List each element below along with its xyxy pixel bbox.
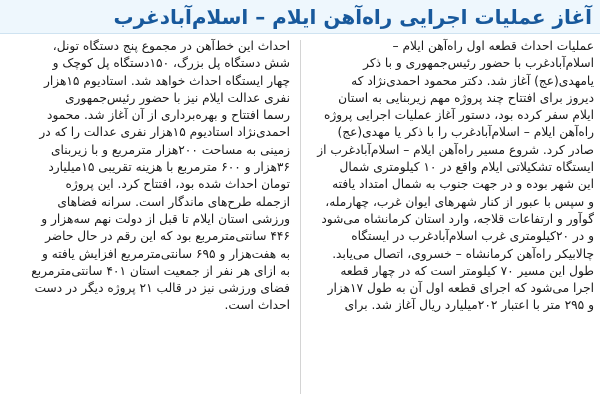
- text-line: دیروز برای افتتاح چند پروژه مهم زیربنایی به استان: [338, 90, 594, 105]
- text-line: این شهر بوده و در جهت جنوب به شمال امتداد یافته: [332, 177, 594, 192]
- text-line: ورزشی استان ایلام تا قبل از دولت نهم سه‌هزار و: [41, 211, 290, 226]
- text-line: ایستگاه تشکیلاتی ایلام واقع در ۱۰ کیلومتری شمال: [339, 160, 594, 175]
- article-column-right: [304, 38, 594, 398]
- text-line: یامهدی(عج) آغاز شد. دکتر محمود احمدی‌نژاد که: [351, 73, 594, 88]
- text-line: اسلام‌آبادغرب با حضور رئیس‌جمهوری و با ذکر: [363, 56, 594, 71]
- text-line: تومان احداث شده بود، افتتاح کرد. این پروژه: [65, 177, 290, 192]
- text-line: طول این مسیر ۷۰ کیلومتر است که در چهار قطعه: [340, 263, 594, 278]
- text-line: گوآور و ارتفاعات قلاجه، وارد استان کرمانشاه می‌شود: [321, 211, 594, 226]
- column-divider: [300, 40, 301, 394]
- text-line: احداث این خط‌آهن در مجموع پنج دستگاه تونل،: [52, 39, 290, 53]
- text-line: ۳۶هزار و ۶۰۰ مترمربع با هزینه تقریبی ۱۵میلیارد: [48, 160, 290, 175]
- article-column-left: [6, 38, 290, 398]
- text-line: زمینی به مساحت ۲۰۰هزار مترمربع و با زیربنای: [50, 142, 290, 157]
- text-line: شش دستگاه پل بزرگ، ۱۵۰دستگاه پل کوچک و: [52, 56, 290, 71]
- text-line: نفری عدالت ایلام نیز با حضور رئیس‌جمهوری: [65, 90, 290, 105]
- text-line: چهار ایستگاه احداث خواهد شد. استادیوم ۱۵هزار: [43, 73, 290, 88]
- text-line: چالابیکر راه‌آهن کرمانشاه – خسروی، اتصال می‌یابد.: [332, 246, 594, 261]
- text-line: احداث است.: [224, 298, 290, 313]
- text-line: عملیات احداث قطعه اول راه‌آهن ایلام –: [392, 39, 594, 53]
- text-line: و در ۲۰کیلومتری غرب اسلام‌آبادغرب در ایستگاه: [351, 229, 594, 244]
- text-line: ازجمله طرح‌های ماندگار است. سرانه فضاهای: [57, 194, 290, 209]
- headline: آغاز عملیات اجرایی راه‌آهن ایلام – اسلام‌آبادغرب: [0, 0, 600, 34]
- text-line: راه‌آهن ایلام – اسلام‌آبادغرب را با ذکر یا مهدی(عج): [337, 125, 594, 140]
- text-line: احمدی‌نژاد استادیوم ۱۵هزار نفری عدالت را که در: [39, 125, 290, 140]
- text-line: اجرا می‌شود که اجرای قطعه اول آن به طول ۱۷هزار: [327, 281, 594, 296]
- text-line: و سپس با عبور از کنار شهرهای ایوان غرب، چهارمله،: [325, 194, 594, 209]
- text-line: صادر کرد. شروع مسیر راه‌آهن ایلام – اسلام‌آبادغرب از: [317, 142, 594, 157]
- text-line: به ازای هر نفر از جمعیت استان ۴۰۱ سانتی‌مترمربع: [31, 263, 290, 278]
- text-line: و ۲۹۵ متر با اعتبار ۲۰۲میلیارد ریال آغاز شد. برای: [344, 298, 594, 313]
- text-line: فضای ورزشی نیز در قالب ۲۱ پروژه دیگر در دست: [34, 281, 290, 296]
- text-line: ۴۴۶ سانتی‌مترمربع بود که این رقم در حال حاضر: [45, 229, 290, 244]
- text-line: رسما افتتاح و بهره‌برداری از آن آغاز شد. محمود: [47, 108, 290, 123]
- text-line: به هفت‌هزار و ۶۹۵ سانتی‌مترمربع افزایش یافته و: [41, 246, 290, 261]
- text-line: ایلام سفر کرده بود، دستور آغاز عملیات اجرایی پروژه: [323, 108, 594, 123]
